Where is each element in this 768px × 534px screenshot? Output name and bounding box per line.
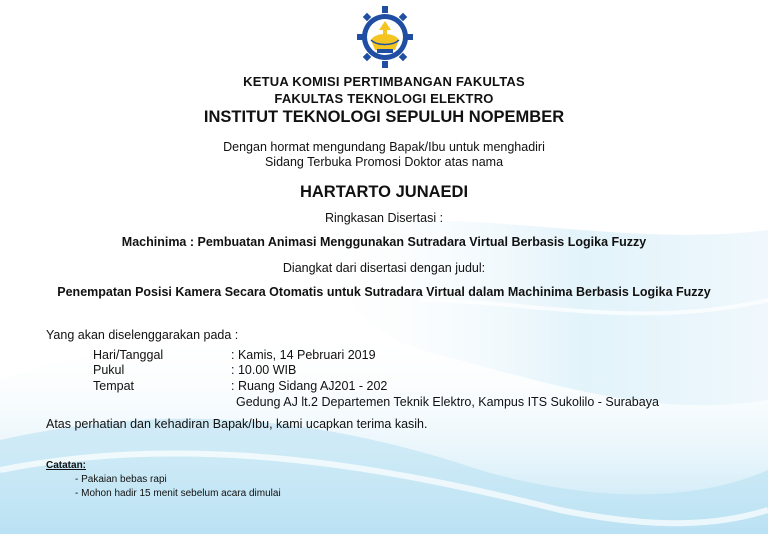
schedule-value-time: : 10.00 WIB — [231, 363, 297, 377]
schedule-label-date: Hari/Tanggal — [93, 348, 164, 362]
summary-label: Ringkasan Disertasi : — [324, 211, 444, 225]
schedule-label-time: Pukul — [93, 363, 125, 377]
invitation-line-1: Dengan hormat mengundang Bapak/Ibu untuk menghadiri — [223, 140, 545, 154]
header-faculty: FAKULTAS TEKNOLOGI ELEKTRO — [274, 91, 494, 106]
header-institute: INSTITUT TEKNOLOGI SEPULUH NOPEMBER — [203, 108, 565, 126]
closing-text: Atas perhatian dan kehadiran Bapak/Ibu, kami ucapkan terima kasih. — [46, 417, 428, 431]
schedule-value-place: : Ruang Sidang AJ201 - 202 — [231, 379, 388, 393]
schedule-value-date: : Kamis, 14 Pebruari 2019 — [231, 348, 376, 362]
note-item: - Mohon hadir 15 menit sebelum acara dimulai — [75, 488, 281, 499]
its-logo-icon — [357, 6, 413, 68]
header-committee: KETUA KOMISI PERTIMBANGAN FAKULTAS — [243, 74, 525, 89]
dissertation-label: Diangkat dari disertasi dengan judul: — [282, 261, 486, 275]
summary-title: Machinima : Pembuatan Animasi Menggunakan Sutradara Virtual Berbasis Logika Fuzzy — [121, 235, 647, 249]
schedule-intro: Yang akan diselenggarakan pada : — [46, 328, 239, 342]
candidate-name: HARTARTO JUNAEDI — [299, 183, 469, 201]
dissertation-title: Penempatan Posisi Kamera Secara Otomatis untuk Sutradara Virtual dalam Machinima Berbasis Logika Fuzzy — [57, 285, 711, 299]
note-item: - Pakaian bebas rapi — [75, 474, 167, 485]
schedule-label-place: Tempat — [93, 379, 134, 393]
notes-title: Catatan: — [46, 460, 87, 471]
schedule-address: Gedung AJ lt.2 Departemen Teknik Elektro, Kampus ITS Sukolilo - Surabaya — [236, 395, 659, 409]
invitation-line-2: Sidang Terbuka Promosi Doktor atas nama — [264, 155, 504, 169]
